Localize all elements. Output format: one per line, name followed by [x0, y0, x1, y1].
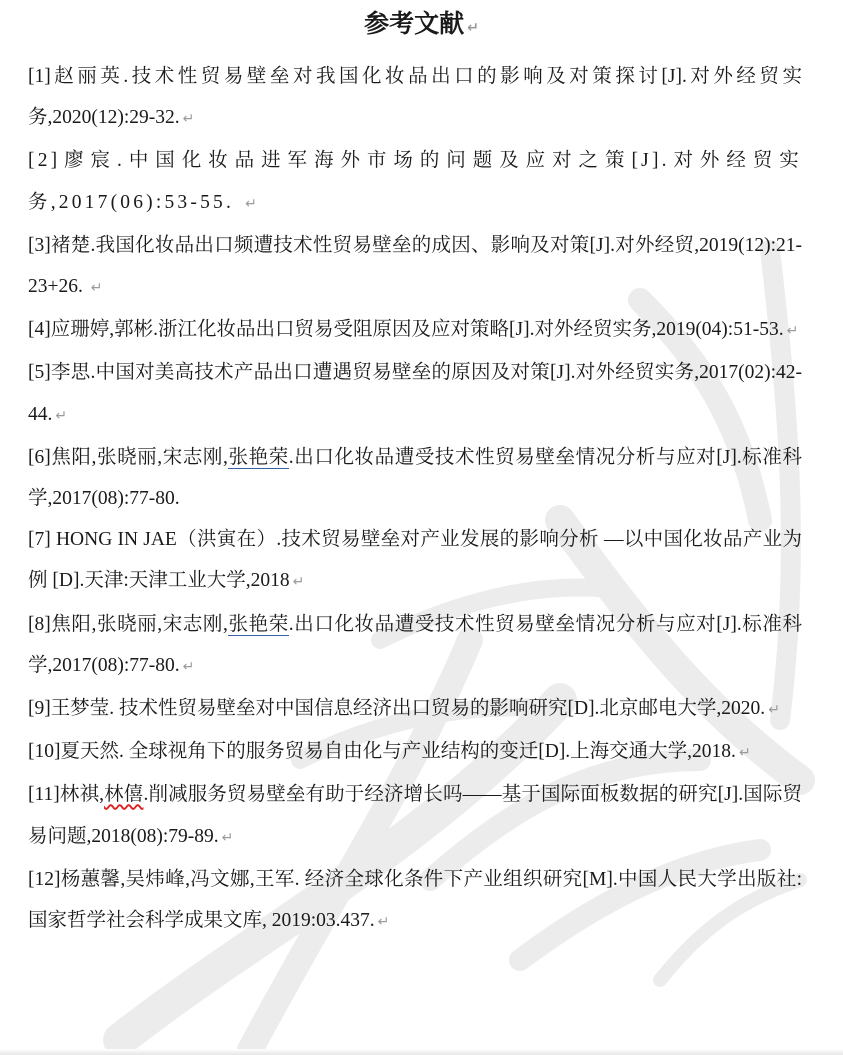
paragraph-mark-icon	[293, 574, 305, 590]
reference-item-4: [4]应珊婷,郭彬.浙江化妆品出口贸易受阻原因及应对策略[J].对外经贸实务,2019(04):51-53.↵	[28, 309, 802, 352]
reference-item-11: [11]林祺,林僖.削减服务贸易壁垒有助于经济增长吗——基于国际面板数据的研究[J].国际贸易问题,2018(08):79-89.↵	[28, 774, 802, 858]
author-name-underlined: 张艳荣	[227, 613, 289, 635]
reference-item-2: [2]廖宸.中国化妆品进军海外市场的问题及应对之策[J].对外经贸实务,2017(06):53-55. ↵	[28, 140, 802, 224]
reference-item-7: [7] HONG IN JAE（洪寅在）.技术贸易壁垒对产业发展的影响分析 —以中国化妆品产业为例 [D].天津:天津工业大学,2018↵	[28, 519, 802, 603]
paragraph-mark-icon	[55, 408, 67, 424]
page-title: 参考文献↵	[0, 4, 843, 48]
reference-list	[28, 56, 802, 943]
reference-item-8: [8]焦阳,张晓丽,宋志刚,张艳荣.出口化妆品遭受技术性贸易壁垒情况分析与应对[J].标准科学,2017(08):77-80.↵	[28, 604, 802, 688]
paragraph-mark-icon	[739, 745, 751, 761]
reference-item-1: [1]赵丽英.技术性贸易壁垒对我国化妆品出口的影响及对策探讨[J].对外经贸实务,2020(12):29-32.↵	[28, 56, 802, 140]
reference-item-6: [6]焦阳,张晓丽,宋志刚,张艳荣.出口化妆品遭受技术性贸易壁垒情况分析与应对[J].标准科学,2017(08):77-80.	[28, 446, 802, 510]
page-bottom-edge	[0, 1049, 843, 1055]
reference-item-5: [5]李思.中国对美高技术产品出口遭遇贸易壁垒的原因及对策[J].对外经贸实务,2017(02):42-44.↵	[28, 352, 802, 436]
paragraph-mark-icon	[467, 20, 479, 36]
paragraph-mark-icon	[378, 914, 390, 930]
paragraph-mark-icon	[91, 280, 103, 296]
paragraph-mark-icon	[787, 323, 799, 339]
paragraph-mark-icon	[183, 659, 195, 675]
paragraph-mark-icon	[222, 830, 234, 846]
paragraph-mark-icon	[245, 196, 260, 212]
reference-item-9: [9]王梦莹. 技术性贸易壁垒对中国信息经济出口贸易的影响研究[D].北京邮电大学,2020.↵	[28, 688, 802, 731]
reference-item-10: [10]夏天然. 全球视角下的服务贸易自由化与产业结构的变迁[D].上海交通大学,2018.↵	[28, 731, 802, 774]
reference-item-12: [12]杨蕙馨,吴炜峰,冯文娜,王军. 经济全球化条件下产业组织研究[M].中国人民大学出版社:国家哲学社会科学成果文库, 2019:03.437.↵	[28, 859, 802, 943]
paragraph-mark-icon	[183, 111, 195, 127]
author-name-underlined: 张艳荣	[227, 446, 289, 468]
reference-item-3: [3]褚楚.我国化妆品出口频遭技术性贸易壁垒的成因、影响及对策[J].对外经贸,2019(12):21-23+26. ↵	[28, 225, 802, 309]
paragraph-mark-icon	[768, 702, 780, 718]
spellcheck-flagged-name: 林僖	[104, 784, 144, 806]
